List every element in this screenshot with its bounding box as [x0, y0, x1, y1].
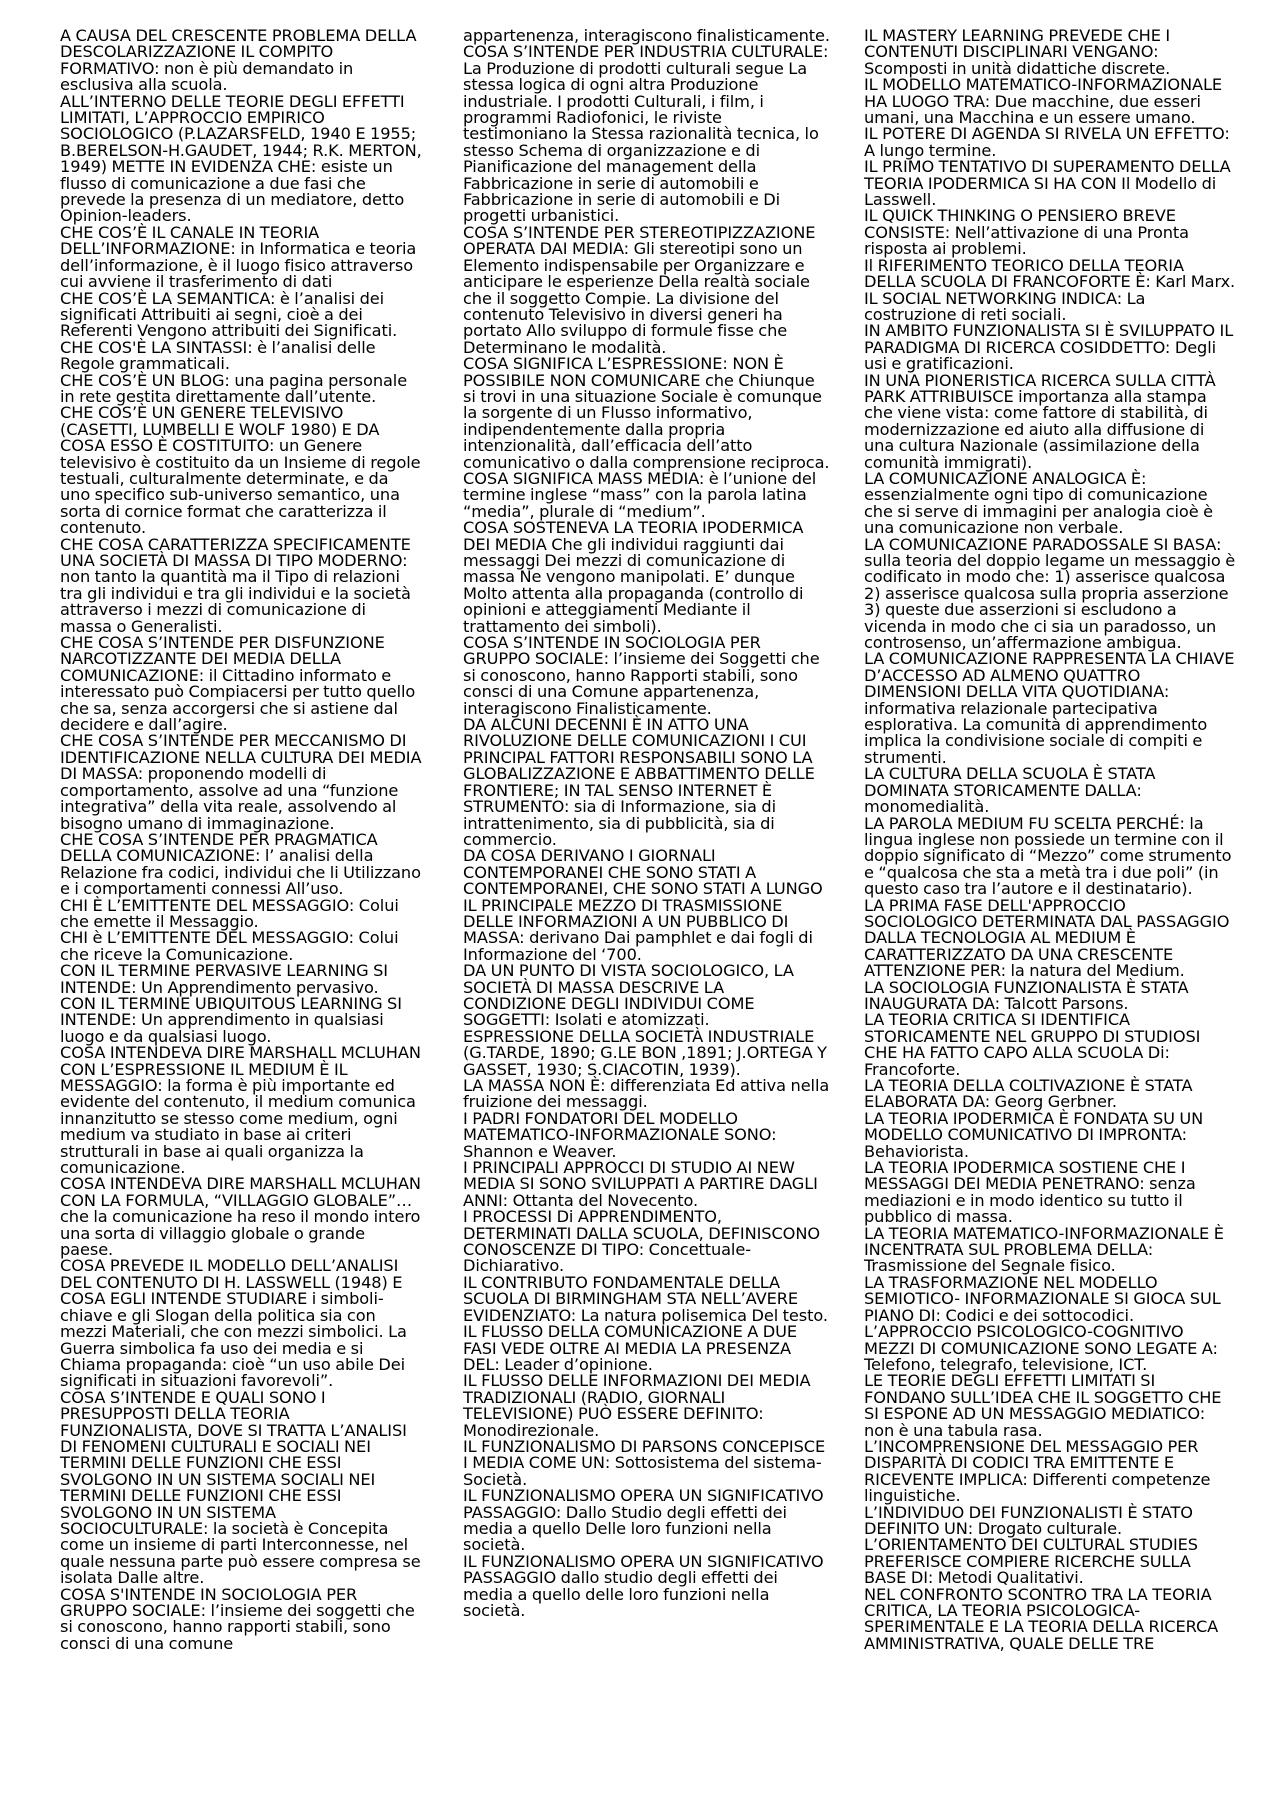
qa-paragraph: LA MASSA NON È: differenziata Ed attiva nella fruizione dei messaggi.	[463, 1076, 830, 1112]
qa-paragraph: LA TEORIA IPODERMICA SOSTIENE CHE I MESSAGGI DEI MEDIA PENETRANO: senza mediazioni e in modo identico su tutto il pubblico di massa.	[864, 1158, 1196, 1227]
qa-paragraph: NEL CONFRONTO SCONTRO TRA LA TEORIA CRITICA, LA TEORIA PSICOLOGICA-SPERIMENTALE E LA TEORIA DELLA RICERCA AMMINISTRATIVA, QUALE DELLE TRE	[864, 1584, 1219, 1653]
qa-paragraph: LA PRIMA FASE DELL'APPROCCIO SOCIOLOGICO DETERMINATA DAL PASSAGGIO DALLA TECNOLOGIA AL MEDIUM È CARATTERIZZATO DA UNA CRESCENTE ATTENZIONE PER: la natura del Medium.	[864, 895, 1230, 981]
qa-paragraph: CHI È L’EMITTENTE DEL MESSAGGIO: Colui che emette il Messaggio.	[60, 895, 399, 931]
qa-paragraph: I PROCESSI Di APPRENDIMENTO, DETERMINATI DALLA SCUOLA, DEFINISCONO CONOSCENZE DI TIPO: Concettuale- Dichiarativo.	[463, 1207, 820, 1276]
qa-paragraph: CHE COSA S’INTENDE PER DISFUNZIONE NARCOTIZZANTE DEI MEDIA DELLA COMUNICAZIONE: il Cittadino informato e interessato può Compiacersi per tutto quello che sa, senza accorgersi che si astiene dal decidere e dall’agire.	[60, 633, 416, 735]
qa-paragraph: LA TEORIA IPODERMICA È FONDATA SU UN MODELLO COMUNICATIVO DI IMPRONTA: Behaviorista.	[864, 1108, 1204, 1161]
qa-paragraph: Il RIFERIMENTO TEORICO DELLA TEORIA DELLA SCUOLA DI FRANCOFORTE È: Karl Marx.	[864, 255, 1236, 292]
qa-paragraph: appartenenza, interagiscono finalisticamente.	[463, 26, 830, 45]
qa-paragraph: L’ORIENTAMENTO DEI CULTURAL STUDIES PREFERISCE COMPIERE RICERCHE SULLA BASE DI: Metodi Qualitativi.	[864, 1535, 1198, 1588]
qa-paragraph: LA SOCIOLOGIA FUNZIONALISTA È STATA INAUGURATA DA: Talcott Parsons.	[864, 977, 1189, 1013]
qa-paragraph: ALL’INTERNO DELLE TEORIE DEGLI EFFETTI LIMITATI, L’APPROCCIO EMPIRICO SOCIOLOGICO (P.LAZARSFELD, 1940 E 1955; B.BERELSON-H.GAUDET, 1944; R.K. MERTON, 1949) METTE IN EVIDENZA CHE: esiste un flusso di comunicazione a due fasi che prevede la presenza di un mediatore, detto Opinion-leaders.	[60, 91, 422, 226]
qa-paragraph: CON IL TERMINE UBIQUITOUS LEARNING SI INTENDE: Un apprendimento in qualsiasi luogo e da qualsiasi luogo.	[60, 993, 402, 1046]
text-column-1	[60, 28, 422, 1652]
qa-paragraph: LE TEORIE DEGLI EFFETTI LIMITATI SI FONDANO SULL’IDEA CHE IL SOGGETTO CHE SI ESPONE AD UN MESSAGGIO MEDIATICO: non è una tabula rasa.	[864, 1371, 1222, 1440]
qa-paragraph: COSA S’INTENDE E QUALI SONO I PRESUPPOSTI DELLA TEORIA FUNZIONALISTA, DOVE SI TRATTA L’ANALISI DI FENOMENI CULTURALI E SOCIALI NEI TERMINI DELLE FUNZIONI CHE ESSI SVOLGONO IN UN SISTEMA SOCIALI NEI TERMINI DELLE FUNZIONI CHE ESSI SVOLGONO IN UN SISTEMA SOCIOCULTURALE: la società è Concepita come un insieme di parti Interconnesse, nel quale nessuna parte può essere compresa se isolata Dalle altre.	[60, 1387, 421, 1588]
qa-paragraph: CHE COS’È IL CANALE IN TEORIA DELL’INFORMAZIONE: in Informatica e teoria dell’informazione, è il luogo fisico attraverso cui avviene il trasferimento di dati	[60, 222, 417, 292]
qa-paragraph: CHE COSA S’INTENDE PER PRAGMATICA DELLA COMUNICAZIONE: l’ analisi della Relazione fra codici, individui che li Utilizzano e i comportamenti connessi All’uso.	[60, 829, 421, 899]
qa-paragraph: COSA PREVEDE IL MODELLO DELL’ANALISI DEL CONTENUTO DI H. LASSWELL (1948) E COSA EGLI INTENDE STUDIARE i simboli-chiave e gli Slogan della politica sia con mezzi Materiali, che con mezzi simbolici. La Guerra simbolica fa uso dei media e si Chiama propaganda: cioè “un uso abile Dei significati in situazioni favorevoli”.	[60, 1256, 407, 1391]
qa-paragraph: CHE COS’È UN BLOG: una pagina personale in rete gestita direttamente dall’utente.	[60, 370, 408, 406]
qa-paragraph: A CAUSA DEL CRESCENTE PROBLEMA DELLA DESCOLARIZZAZIONE IL COMPITO FORMATIVO: non è più demandato in esclusiva alla scuola.	[60, 26, 417, 95]
qa-paragraph: IL FLUSSO DELLA COMUNICAZIONE A DUE FASI VEDE OLTRE AI MEDIA LA PRESENZA DEL: Leader d’opinione.	[463, 1322, 798, 1374]
qa-paragraph: COSA S'INTENDE IN SOCIOLOGIA PER GRUPPO SOCIALE: l’insieme dei soggetti che si conoscono, hanno rapporti stabili, sono consci di una comune	[60, 1584, 415, 1653]
qa-paragraph: IN AMBITO FUNZIONALISTA SI È SVILUPPATO IL PARADIGMA DI RICERCA COSIDDETTO: Degli usi e gratificazioni.	[864, 321, 1234, 374]
qa-paragraph: IL PRIMO TENTATIVO DI SUPERAMENTO DELLA TEORIA IPODERMICA SI HA CON Il Modello di Lasswell.	[864, 157, 1231, 210]
qa-paragraph: COSA S’INTENDE PER INDUSTRIA CULTURALE: La Produzione di prodotti culturali segue La stessa logica di ogni altra Produzione industriale. I prodotti Culturali, i film, i programmi Radiofonici, le riviste testimoniano la Stessa razionalità tecnica, lo stesso Schema di organizzazione e di Pianificazione del management della Fabbricazione in serie di automobili e Fabbricazione in serie di automobili e Di progetti urbanistici.	[463, 42, 829, 226]
qa-paragraph: CHI è L’EMITTENTE DEL MESSAGGIO: Colui che riceve la Comunicazione.	[60, 928, 399, 964]
qa-paragraph: CHE COSA S’INTENDE PER MECCANISMO DI IDENTIFICAZIONE NELLA CULTURA DEI MEDIA DI MASSA: proponendo modelli di comportamento, assolve ad una “funzione integrativa” della vita reale, assolvendo al bisogno umano di immaginazione.	[60, 731, 422, 833]
qa-paragraph: L’INDIVIDUO DEI FUNZIONALISTI È STATO DEFINITO UN: Drogato culturale.	[864, 1502, 1193, 1538]
qa-paragraph: IL MODELLO MATEMATICO-INFORMAZIONALE HA LUOGO TRA: Due macchine, due esseri umani, una Macchina e un essere umano.	[864, 75, 1223, 128]
qa-paragraph: LA TRASFORMAZIONE NEL MODELLO SEMIOTICO- INFORMAZIONALE SI GIOCA SUL PIANO DI: Codici e dei sottocodici.	[864, 1272, 1221, 1325]
qa-paragraph: DA ALCUNI DECENNI È IN ATTO UNA RIVOLUZIONE DELLE COMUNICAZIONI I CUI PRINCIPAL FATTORI RESPONSABILI SONO LA GLOBALIZZAZIONE E ABBATTIMENTO DELLE FRONTIERE; IN TAL SENSO INTERNET È STRUMENTO: sia di Informazione, sia di intrattenimento, sia di pubblicità, sia di commercio.	[463, 715, 815, 849]
qa-paragraph: LA PAROLA MEDIUM FU SCELTA PERCHÉ: la lingua inglese non possiede un termine con il doppio significato di “Mezzo” come strumento e “qualcosa che sta a metà tra i due poli” (in questo caso tra l’autore e il destinatario).	[864, 813, 1232, 899]
qa-paragraph: IL FLUSSO DELLE INFORMAZIONI DEI MEDIA TRADIZIONALI (RADIO, GIORNALI TELEVISIONE) PUÒ ESSERE DEFINITO: Monodirezionale.	[463, 1371, 811, 1440]
qa-paragraph: COSA SIGNIFICA L’ESPRESSIONE: NON È POSSIBILE NON COMUNICARE che Chiunque si trovi in una situazione Sociale è comunque la sorgente di un Flusso informativo, indipendentemente dalla propria intenzionalità, dall’efficacia dell’atto comunicativo o dalla comprensione reciproca.	[463, 354, 830, 472]
qa-paragraph: IL CONTRIBUTO FONDAMENTALE DELLA SCUOLA DI BIRMINGHAM STA NELL’AVERE EVIDENZIATO: La natura polisemica Del testo.	[463, 1272, 828, 1325]
qa-paragraph: L’INCOMPRENSIONE DEL MESSAGGIO PER DISPARITÀ DI CODICI TRA EMITTENTE E RICEVENTE IMPLICA: Differenti competenze linguistiche.	[864, 1436, 1211, 1506]
qa-paragraph: L’APPROCCIO PSICOLOGICO-COGNITIVO MEZZI DI COMUNICAZIONE SONO LEGATE A: Telefono, telegrafo, televisione, ICT.	[864, 1322, 1218, 1374]
qa-paragraph: LA COMUNICAZIONE RAPPRESENTA LA CHIAVE D’ACCESSO AD ALMENO QUATTRO DIMENSIONI DELLA VITA QUOTIDIANA: informativa relazionale partecipativa esplorativa. La comunità di apprendimento implica la condivisione sociale di compiti e strumenti.	[864, 649, 1235, 767]
qa-paragraph: DA COSA DERIVANO I GIORNALI CONTEMPORANEI CHE SONO STATI A CONTEMPORANEI, CHE SONO STATI A LUNGO IL PRINCIPALE MEZZO DI TRASMISSIONE DELLE INFORMAZIONI A UN PUBBLICO DI MASSA: derivano Dai pamphlet e dai fogli di Informazione del ‘700.	[463, 846, 823, 964]
qa-paragraph: COSA S’INTENDE IN SOCIOLOGIA PER GRUPPO SOCIALE: l’insieme dei Soggetti che si conoscono, hanno Rapporti stabili, sono consci di una Comune appartenenza, interagiscono Finalisticamente.	[463, 633, 820, 718]
qa-paragraph: IL SOCIAL NETWORKING INDICA: La costruzione di reti sociali.	[864, 288, 1146, 324]
qa-paragraph: IL QUICK THINKING O PENSIERO BREVE CONSISTE: Nell’attivazione di una Pronta risposta ai problemi.	[864, 206, 1189, 259]
qa-paragraph: CON IL TERMINE PERVASIVE LEARNING SI INTENDE: Un Apprendimento pervasivo.	[60, 961, 388, 997]
qa-paragraph: LA TEORIA CRITICA SI IDENTIFICA STORICAMENTE NEL GRUPPO DI STUDIOSI CHE HA FATTO CAPO ALLA SCUOLA Di: Francoforte.	[864, 1010, 1201, 1079]
qa-paragraph: I PRINCIPALI APPROCCI DI STUDIO AI NEW MEDIA SI SONO SVILUPPATI A PARTIRE DAGLI ANNI: Ottanta del Novecento.	[463, 1158, 818, 1210]
qa-paragraph: IL FUNZIONALISMO DI PARSONS CONCEPISCE I MEDIA COME UN: Sottosistema del sistema- Società.	[463, 1436, 826, 1489]
qa-paragraph: IL FUNZIONALISMO OPERA UN SIGNIFICATIVO PASSAGGIO: Dallo Studio degli effetti dei media a quello Delle loro funzioni nella società.	[463, 1486, 824, 1555]
qa-paragraph: IN UNA PIONERISTICA RICERCA SULLA CITTÀ PARK ATTRIBUISCE importanza alla stampa che viene vista: come fattore di stabilità, di modernizzazione ed aiuto alla diffusione di una cultura Nazionale (assimilazione della comunità immigrati).	[864, 370, 1216, 472]
qa-paragraph: CHE COS’È UN GENERE TELEVISIVO (CASETTI, LUMBELLI E WOLF 1980) E DA COSA ESSO È COSTITUITO: un Genere televisivo è costituito da un Insieme di regole testuali, culturalmente determinate, e da uno specifico sub-universo semantico, una sorta di cornice format che caratterizza il contenuto.	[60, 403, 421, 538]
text-column-3	[864, 28, 1236, 1652]
qa-paragraph: LA COMUNICAZIONE ANALOGICA È: essenzialmente ogni tipo di comunicazione che si serve di immagini per analogia cioè è una comunicazione non verbale.	[864, 468, 1213, 538]
qa-paragraph: COSA INTENDEVA DIRE MARSHALL MCLUHAN CON L’ESPRESSIONE IL MEDIUM È IL MESSAGGIO: la forma è più importante ed evidente del contenuto, il medium comunica innanzitutto se stesso come medium, ogni medium va studiato in base ai criteri strutturali in base ai quali organizza la comunicazione.	[60, 1043, 421, 1178]
qa-paragraph: LA COMUNICAZIONE PARADOSSALE SI BASA: sulla teoria del doppio legame un messaggio è codificato in modo che: 1) asserisce qualcosa 2) asserisce qualcosa sulla propria asserzione 3) queste due asserzioni si escludono a vicenda in modo che ci sia un paradosso, un controsenso, un’affermazione ambigua.	[864, 534, 1236, 653]
qa-paragraph: IL FUNZIONALISMO OPERA UN SIGNIFICATIVO PASSAGGIO dallo studio degli effetti dei media a quello delle loro funzioni nella società.	[463, 1551, 824, 1620]
qa-paragraph: COSA SIGNIFICA MASS MEDIA: è l’unione del termine inglese “mass” con la parola latina “media”, plurale di “medium”.	[463, 468, 817, 521]
qa-paragraph: LA TEORIA MATEMATICO-INFORMAZIONALE È INCENTRATA SUL PROBLEMA DELLA: Trasmissione del Segnale fisico.	[864, 1223, 1224, 1276]
qa-paragraph: ESPRESSIONE DELLA SOCIETÀ INDUSTRIALE (G.TARDE, 1890; G.LE BON ,1891; J.ORTEGA Y GASSET, 1930; S.CIACOTIN, 1939).	[463, 1026, 827, 1079]
qa-paragraph: LA TEORIA DELLA COLTIVAZIONE È STATA ELABORATA DA: Georg Gerbner.	[864, 1076, 1193, 1112]
qa-paragraph: COSA SOSTENEVA LA TEORIA IPODERMICA DEI MEDIA Che gli individui raggiunti dai messaggi Dei mezzi di comunicazione di massa Ne vengono manipolati. E’ dunque Molto attenta alla propaganda (controllo di opinioni e atteggiamenti Mediante il trattamento dei simboli).	[463, 518, 804, 636]
text-column-2	[463, 28, 831, 1619]
qa-paragraph: COSA INTENDEVA DIRE MARSHALL MCLUHAN CON LA FORMULA, “VILLAGGIO GLOBALE”… che la comunicazione ha reso il mondo intero una sorta di villaggio globale o grande paese.	[60, 1174, 421, 1260]
qa-paragraph: COSA S’INTENDE PER STEREOTIPIZZAZIONE OPERATA DAI MEDIA: Gli stereotipi sono un Elemento indispensabile per Organizzare e anticipare le esperienze Della realtà sociale che il soggetto Compie. La divisione del contenuto Televisivo in diversi generi ha portato Allo sviluppo di formule fisse che Determinano le modalità.	[463, 222, 816, 357]
qa-paragraph: CHE COS'È LA SINTASSI: è l’analisi delle Regole grammaticali.	[60, 337, 376, 374]
qa-paragraph: IL MASTERY LEARNING PREVEDE CHE I CONTENUTI DISCIPLINARI VENGANO: Scomposti in unità didattiche discrete.	[864, 26, 1171, 78]
qa-paragraph: I PADRI FONDATORI DEL MODELLO MATEMATICO-INFORMAZIONALE SONO: Shannon e Weaver.	[463, 1108, 777, 1161]
qa-paragraph: CHE COS’È LA SEMANTICA: è l’analisi dei significati Attribuiti ai segni, cioè a dei Referenti Vengono attribuiti dei Significati.	[60, 288, 398, 341]
qa-paragraph: CHE COSA CARATTERIZZA SPECIFICAMENTE UNA SOCIETÀ DI MASSA DI TIPO MODERNO: non tanto la quantità ma il Tipo di relazioni tra gli individui e tra gli individui e la società attraverso i mezzi di comunicazione di massa o Generalisti.	[60, 534, 411, 636]
qa-paragraph: IL POTERE DI AGENDA SI RIVELA UN EFFETTO: A lungo termine.	[864, 124, 1230, 160]
qa-paragraph: LA CULTURA DELLA SCUOLA È STATA DOMINATA STORICAMENTE DALLA: monomedialità.	[864, 764, 1156, 817]
qa-paragraph: DA UN PUNTO DI VISTA SOCIOLOGICO, LA SOCIETÀ DI MASSA DESCRIVE LA CONDIZIONE DEGLI INDIVIDUI COME SOGGETTI: Isolati e atomizzati.	[463, 961, 794, 1030]
